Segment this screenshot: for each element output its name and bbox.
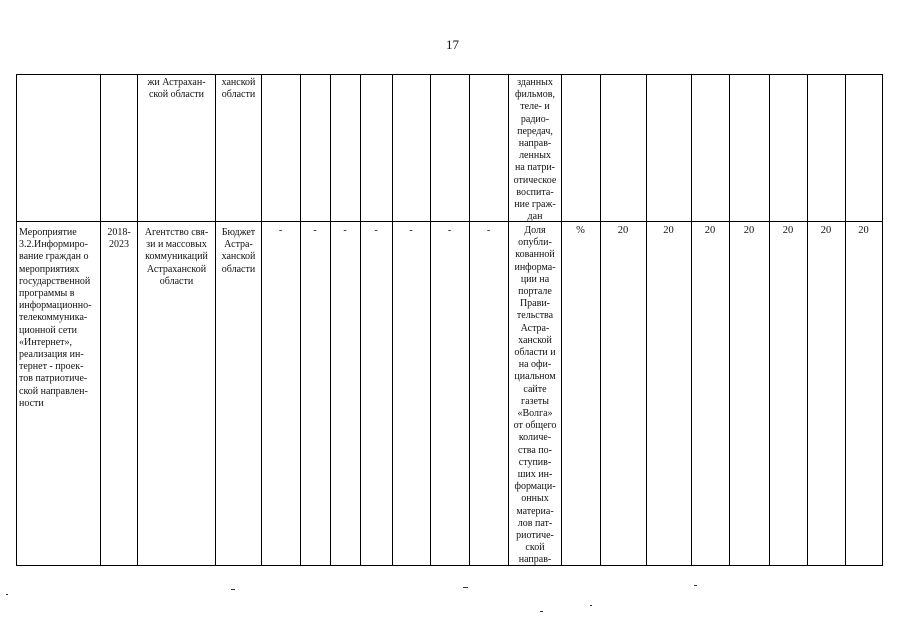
target-value-cell: 20 — [704, 225, 716, 236]
column-border — [882, 75, 883, 565]
column-border — [330, 75, 331, 565]
funding-source-cell: Бюджет Астра- ханской области — [221, 227, 256, 275]
column-border — [300, 75, 301, 565]
column-border — [646, 75, 647, 565]
indicator-cell-continued: зданных фильмов, теле- и радио- передач, направ- ленных на патри- отическое воспита- ние граж- дан — [513, 77, 557, 223]
column-border — [600, 75, 601, 565]
target-value-cell: 20 — [743, 225, 755, 236]
target-value-cell: 20 — [617, 225, 629, 236]
column-border — [215, 75, 216, 565]
scan-speck — [463, 587, 468, 588]
column-border — [137, 75, 138, 565]
column-border — [561, 75, 562, 565]
target-value-cell: 20 — [663, 225, 674, 236]
column-border — [430, 75, 431, 565]
funding-value-cell: - — [486, 225, 491, 236]
funding-value-cell: - — [409, 225, 413, 236]
unit-cell: % — [576, 225, 585, 236]
program-table — [16, 74, 883, 566]
page-number: 17 — [446, 37, 459, 52]
funding-source-cell-continued: ханской области — [221, 77, 256, 101]
column-border — [769, 75, 770, 565]
funding-value-cell: - — [447, 225, 452, 236]
scan-speck — [694, 585, 697, 586]
target-value-cell: 20 — [782, 225, 794, 236]
column-border — [807, 75, 808, 565]
funding-value-cell: - — [313, 225, 317, 236]
funding-value-cell: - — [278, 225, 283, 236]
column-border — [360, 75, 361, 565]
scan-speck — [6, 594, 8, 595]
column-border — [845, 75, 846, 565]
column-border — [469, 75, 470, 565]
column-border — [261, 75, 262, 565]
period-cell: 2018- 2023 — [107, 227, 131, 251]
funding-value-cell: - — [374, 225, 378, 236]
indicator-cell: Доля опубли- кованной информа- ции на портале Прави- тельства Астра- ханской области и на офи- циальном сайте газеты «Волга» от общего количе- ства по- ступив- ших ин- формаци- онных материа- лов пат- риотиче- ской направ- — [513, 225, 557, 566]
scan-speck — [540, 611, 543, 612]
target-value-cell: 20 — [820, 225, 832, 236]
executor-cell-continued: жи Астрахан- ской области — [147, 77, 206, 101]
column-border — [16, 75, 17, 565]
funding-value-cell: - — [343, 225, 347, 236]
scan-speck — [590, 605, 592, 606]
executor-cell: Агентство свя- зи и массовых коммуникаций Астраханской области — [144, 227, 209, 287]
column-border — [729, 75, 730, 565]
column-border — [691, 75, 692, 565]
row-separator — [16, 221, 883, 222]
scan-speck — [231, 589, 235, 590]
column-border — [392, 75, 393, 565]
target-value-cell: 20 — [858, 225, 869, 236]
measure-name-cell: Мероприятие 3.2.Информиро- вание граждан о мероприятиях государственной программы в информационно- телекоммуника- ционной сети «Интернет», реализация ин- тернет - проек- тов патриотиче- ской направлен- ности — [19, 227, 92, 409]
